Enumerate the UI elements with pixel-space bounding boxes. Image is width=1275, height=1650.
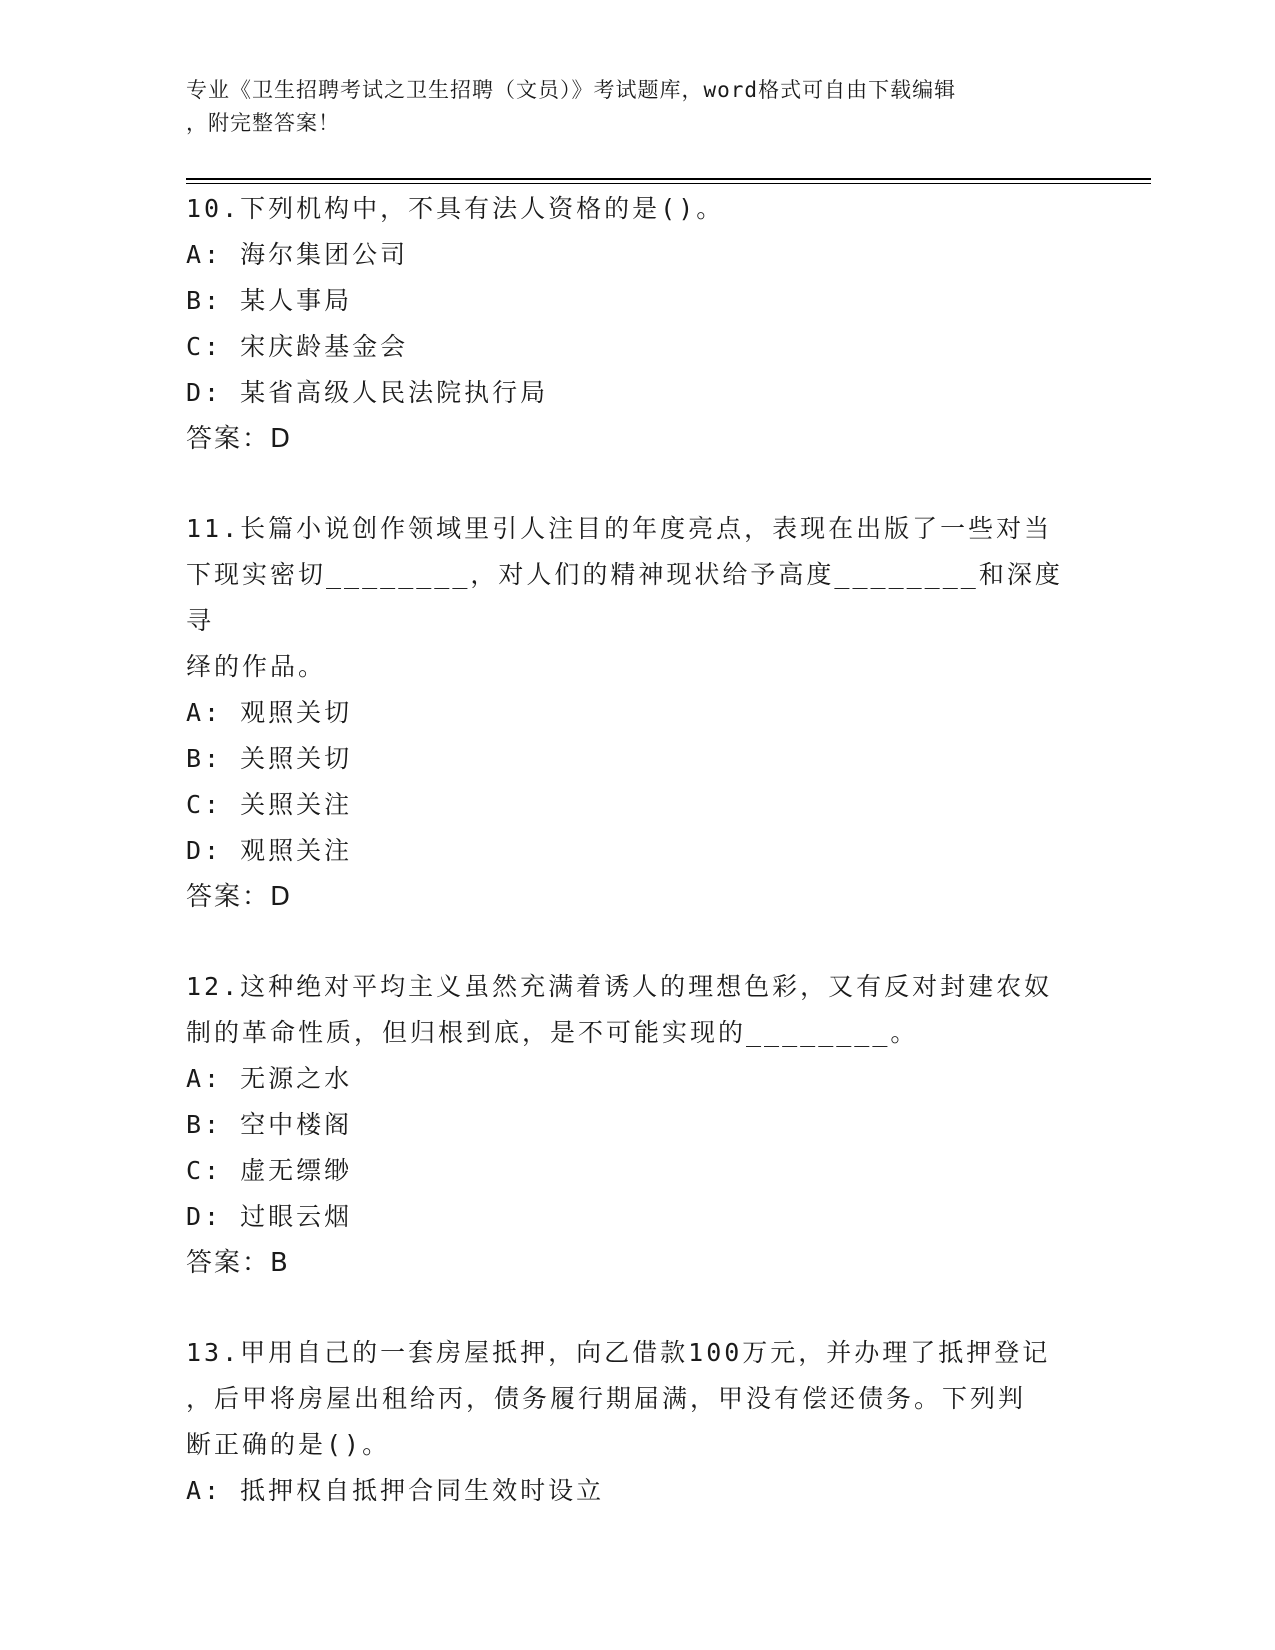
header-divider-thin — [186, 183, 1151, 184]
header-divider-thick — [186, 178, 1151, 180]
option-d: D: 某省高级人民法院执行局 — [186, 378, 549, 407]
header-line-2: ，附完整答案！ — [186, 111, 340, 135]
question-13 — [186, 1330, 1086, 1514]
question-10 — [186, 186, 1086, 462]
question-stem-line-1: 12.这种绝对平均主义虽然充满着诱人的理想色彩，又有反对封建农奴 — [186, 972, 1053, 1001]
question-stem-line-1: 11.长篇小说创作领域里引人注目的年度亮点，表现在出版了一些对当 — [186, 514, 1053, 543]
option-c: C: 虚无缥缈 — [186, 1156, 353, 1185]
question-stem-line-2: ，后甲将房屋出租给丙，债务履行期届满，甲没有偿还债务。下列判 — [186, 1384, 1027, 1413]
question-stem-line-3: 断正确的是()。 — [186, 1430, 391, 1459]
question-12 — [186, 964, 1086, 1286]
answer: 答案：D — [186, 424, 293, 454]
option-a: A: 无源之水 — [186, 1064, 353, 1093]
option-b: B: 空中楼阁 — [186, 1110, 353, 1139]
option-a: A: 抵押权自抵押合同生效时设立 — [186, 1476, 605, 1505]
header-line-1: 专业《卫生招聘考试之卫生招聘（文员）》考试题库，word格式可自由下载编辑 — [186, 78, 957, 102]
option-b: B: 某人事局 — [186, 286, 353, 315]
answer: 答案：D — [186, 882, 293, 912]
question-list — [186, 186, 1086, 1558]
question-stem-line-2: 制的革命性质，但归根到底，是不可能实现的________。 — [186, 1018, 919, 1047]
option-a: A: 海尔集团公司 — [186, 240, 409, 269]
option-c: C: 宋庆龄基金会 — [186, 332, 409, 361]
question-stem: 10.下列机构中，不具有法人资格的是()。 — [186, 194, 725, 223]
answer: 答案：B — [186, 1248, 290, 1278]
question-stem-line-3: 绎的作品。 — [186, 652, 327, 681]
question-stem-line-2: 下现实密切________，对人们的精神现状给予高度________和深度寻 — [186, 560, 1063, 635]
question-stem-line-1: 13.甲用自己的一套房屋抵押，向乙借款100万元，并办理了抵押登记 — [186, 1338, 1051, 1367]
option-d: D: 过眼云烟 — [186, 1202, 353, 1231]
document-header — [186, 74, 1066, 140]
option-d: D: 观照关注 — [186, 836, 353, 865]
question-11 — [186, 506, 1086, 920]
option-b: B: 关照关切 — [186, 744, 353, 773]
option-c: C: 关照关注 — [186, 790, 353, 819]
option-a: A: 观照关切 — [186, 698, 353, 727]
